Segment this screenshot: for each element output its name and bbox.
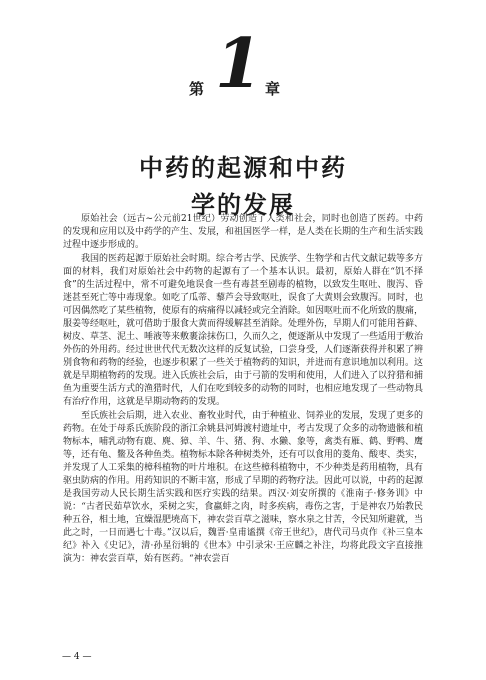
chapter-suffix: 章: [265, 80, 281, 98]
chapter-title-line2: 学的发展: [191, 190, 295, 219]
body-text: [63, 213, 423, 567]
chapter-number: 1: [215, 24, 263, 104]
paragraph-2: 我国的医药起源于原始社会时期。综合考古学、民族学、生物学和古代文献记载等多方面的材料，我们对原始社会中药物的起源有了一个基本认识。最初，原始人群在“饥不择食”的生活过程中，常不可避免地误食一些有毒甚至剧毒的植物，以致发生呕吐、腹泻、昏迷甚至死亡等中毒现象。如吃了瓜蒂、藜芦会导致呕吐，误食了大黄则会致腹泻。同时，也可因偶然吃了某些植物，使原有的病痛得以减轻或完全消除。如因呕吐而不化所致的腹痛，服姜等经呕吐，就可借助于服食大黄而得缓解甚至消除。处理外伤，早期人们可能用苔藓、树皮、草茎、泥土、唾液等来敷裹涂抹伤口，久而久之，便逐渐从中发现了一些适用于敷治外伤的外用药。经过世世代代无数次这样的反复试验，口尝身受，人们逐渐获得并积累了辨别食物和药物的经验，也逐步积累了一些关于植物药的知识，并进而有意识地加以利用。这就是早期植物药的发现。进入氏族社会后，由于弓箭的发明和使用，人们进入了以狩猎和捕鱼为重要生活方式的渔猎时代，人们在吃到较多的动物的同时，也相应地发现了一些动物具有治疗作用，这就是早期动物药的发现。: [63, 254, 424, 407]
paragraph-1: 原始社会（远古~公元前21世纪）劳动创造了人类和社会，同时也创造了医药。中药的发现和应用以及中药学的产生、发展，和祖国医学一样，是人类在长期的生产和生活实践过程中逐步形成的。: [63, 214, 424, 250]
chapter-heading: [0, 24, 486, 110]
chapter-title-line1: 中药的起源和中药: [139, 153, 347, 182]
chapter-prefix: 第: [189, 80, 205, 98]
page-number: — 4 —: [62, 652, 92, 662]
paragraph-3: 至氏族社会后期，进入农业、畜牧业时代，由于种植业、饲养业的发展，发现了更多的药物。在处于母系氏族阶段的浙江余姚县河姆渡村遗址中，考古发现了众多的动物遗骸和植物标本，哺乳动物有鹿、麂、獐、羊、牛、猪、狗、水獭、象等，禽类有雁、鹤、野鸭、鹰等，还有龟、鳖及各种鱼类。植物标本除各种树类外，还有可以食用的菱角、酸枣、类实，并发现了人工采集的樟科植物的叶片堆积。在这些樟科植物中，不少种类是药用植物，具有驱虫防病的作用。用药知识的不断丰富，形成了早期的药物疗法。因此可以说，中药的起源是我国劳动人民长期生活实践和医疗实践的结果。西汉·刘安所撰的《淮南子·修务训》中说：“古者民茹草饮水，采树之实，食蠃蚌之肉，时多疾病，毒伤之害，于是神农乃始教民种五谷，相土地，宜燥湿肥墝高下，神农尝百草之滋味，察水泉之甘苦，令民知所避就，当此之时，一日而遇七十毒。”汉以后，魏晋·皇甫谧撰《帝王世纪》，唐代司马贞作《补三皇本纪》补入《史记》，清·孙星衍辑的《世本》中引录宋·王应麟之补注，均将此段文字直接推演为：神农尝百草，始有医药。“神农尝百: [63, 411, 424, 564]
